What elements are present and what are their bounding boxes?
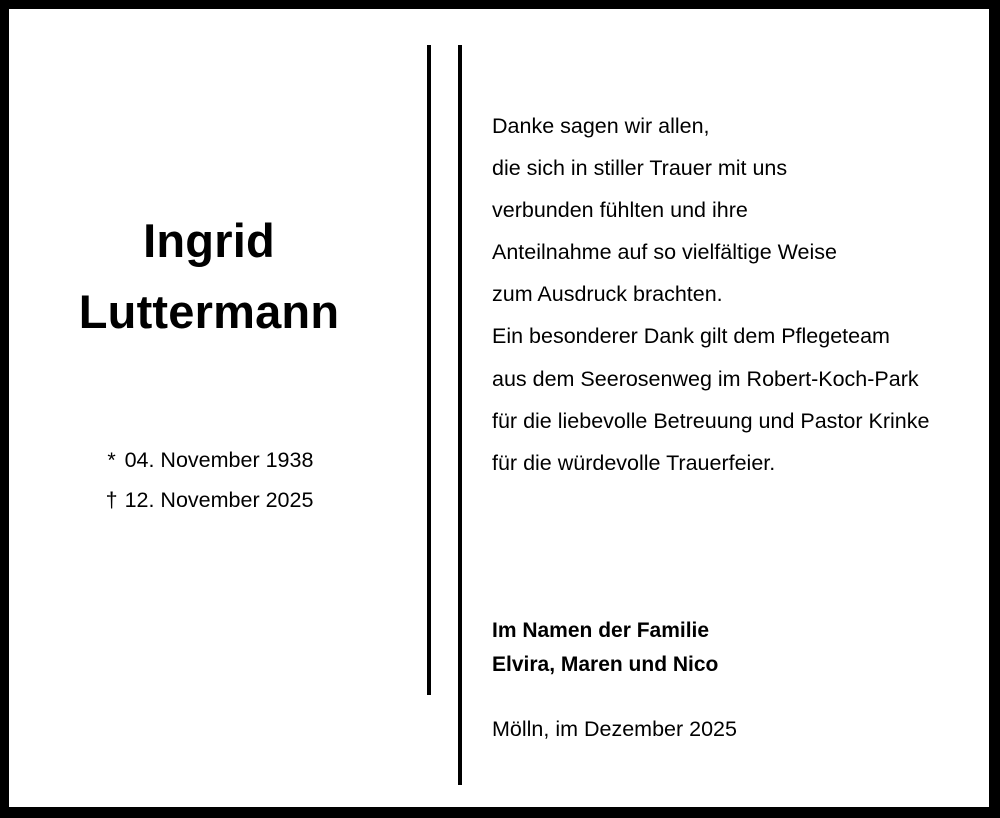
thanks-line: verbunden fühlten und ihre	[492, 198, 748, 223]
life-dates	[9, 441, 409, 521]
thanks-line: zum Ausdruck brachten.	[492, 282, 723, 307]
deceased-first-name: Ingrid	[143, 214, 275, 267]
thanks-message	[492, 111, 989, 490]
deceased-name	[9, 205, 409, 348]
death-cross-icon: †	[105, 487, 118, 512]
family-signature-line: Elvira, Maren und Nico	[492, 653, 719, 677]
place-and-date: Mölln, im Dezember 2025	[492, 717, 737, 741]
death-date-value: 12. November 2025	[124, 487, 314, 512]
thanks-line: die sich in stiller Trauer mit uns	[492, 156, 788, 181]
birth-date-value: 04. November 1938	[124, 448, 314, 472]
thanks-line: Ein besonderer Dank gilt dem Pflegeteam	[492, 324, 890, 349]
deceased-last-name: Luttermann	[78, 285, 340, 339]
family-signature	[492, 614, 989, 682]
divider-rule-outer	[458, 45, 462, 785]
thanks-line: aus dem Seerosenweg im Robert-Koch-Park	[492, 366, 919, 391]
deceased-column	[9, 9, 419, 807]
thanks-line: Danke sagen wir allen,	[492, 114, 710, 138]
thanks-line: Anteilnahme auf so vielfältige Weise	[492, 240, 837, 265]
birth-date-line	[9, 441, 409, 481]
birth-star-icon: *	[107, 448, 116, 472]
obituary-card	[9, 9, 989, 807]
thanks-line: für die würdevolle Trauerfeier.	[492, 450, 776, 475]
divider-rule-inner	[427, 45, 431, 695]
message-column	[492, 9, 989, 807]
death-date-line	[9, 481, 409, 521]
thanks-line: für die liebevolle Betreuung und Pastor Krinke	[492, 408, 930, 433]
family-signature-line: Im Namen der Familie	[492, 619, 710, 642]
